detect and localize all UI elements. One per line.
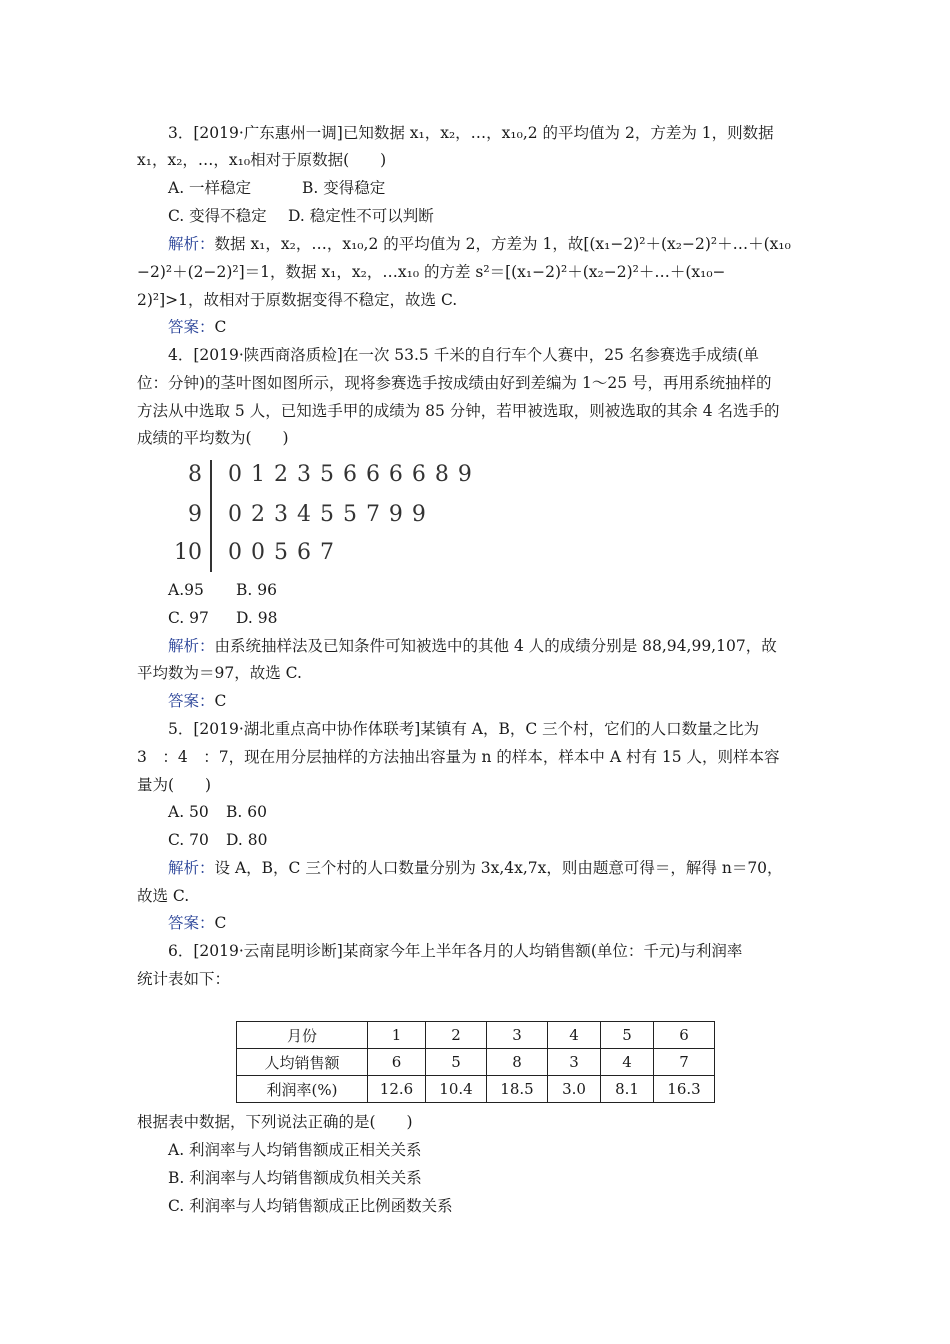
q4-stem-line4: 成绩的平均数为( ) <box>137 429 289 447</box>
table-row <box>237 1022 715 1049</box>
q3-answer-value: C <box>214 318 227 336</box>
q4-options-cd <box>168 607 813 629</box>
q3-options-ab <box>168 177 813 199</box>
q3-options-cd <box>168 205 813 227</box>
table-cell: 18.5 <box>487 1076 548 1103</box>
table-cell: 月份 <box>237 1022 368 1049</box>
q3-option-c: C. 变得不稳定 <box>168 207 267 225</box>
stem-8: 8 <box>188 462 202 487</box>
q3-option-b: B. 变得稳定 <box>302 179 386 197</box>
table-cell: 5 <box>426 1049 487 1076</box>
q3-solution-line2: −2)²＋(2−2)²]＝1，数据 x₁，x₂，…x₁₀ 的方差 s²＝[(x₁−2)²＋(x₂−2)²＋…＋(x₁₀− <box>137 263 726 281</box>
q3-option-d: D. 稳定性不可以判断 <box>288 207 434 225</box>
q3-option-a: A. 一样稳定 <box>168 179 252 197</box>
q5-solution-line1 <box>168 857 813 879</box>
q3-solution-text1: 数据 x₁，x₂，…，x₁₀,2 的平均值为 2，方差为 1，故[(x₁−2)²＋(x₂−2)²＋…＋(x₁₀ <box>214 235 791 253</box>
table-cell: 16.3 <box>654 1076 715 1103</box>
q5-answer-value: C <box>214 914 227 932</box>
sales-profit-table <box>236 1021 715 1103</box>
q3-stem-line1: 3．[2019·广东惠州一调]已知数据 x₁，x₂，…，x₁₀,2 的平均值为 2，方差为 1，则数据 <box>168 124 774 142</box>
leaves-8: 0 1 2 3 5 6 6 6 6 8 9 <box>228 462 473 487</box>
q4-option-b: B. 96 <box>236 581 277 599</box>
q6-stem-line2: 统计表如下： <box>137 970 231 988</box>
q4-option-a: A.95 <box>168 581 204 599</box>
q4-stem-line3: 方法从中选取 5 人，已知选手甲的成绩为 85 分钟，若甲被选取，则被选取的其余 4 名选手的 <box>137 402 780 420</box>
q5-options-cd <box>168 829 813 851</box>
leaves-9: 0 2 3 4 5 5 7 9 9 <box>228 502 427 527</box>
table-cell: 1 <box>368 1022 426 1049</box>
solution-label: 解析： <box>168 859 215 877</box>
q4-answer-value: C <box>214 692 227 710</box>
table-row <box>237 1076 715 1103</box>
q6-option-b: B. 利润率与人均销售额成负相关关系 <box>168 1169 422 1187</box>
q5-stem-line3: 量为( ) <box>137 776 212 794</box>
q4-solution-line2: 平均数为＝97，故选 C. <box>137 664 302 682</box>
q3-answer <box>168 316 813 338</box>
answer-label: 答案： <box>168 914 215 932</box>
leaves-10: 0 0 5 6 7 <box>228 540 335 565</box>
table-cell: 7 <box>654 1049 715 1076</box>
solution-label: 解析： <box>168 235 215 253</box>
q5-option-d: D. 80 <box>226 831 268 849</box>
table-cell: 3 <box>487 1022 548 1049</box>
q5-answer <box>168 912 813 934</box>
table-cell: 5 <box>601 1022 654 1049</box>
table-cell: 12.6 <box>368 1076 426 1103</box>
q5-option-c: C. 70 <box>168 831 209 849</box>
answer-label: 答案： <box>168 692 215 710</box>
q5-options-ab <box>168 801 813 823</box>
q3-stem-line2: x₁，x₂，…，x₁₀相对于原数据( ) <box>137 151 387 169</box>
q5-option-a: A. 50 <box>168 803 209 821</box>
q4-option-c: C. 97 <box>168 609 209 627</box>
stem-9: 9 <box>188 502 202 527</box>
table-cell: 利润率(%) <box>237 1076 368 1103</box>
q5-solution-text1: 设 A，B，C 三个村的人口数量分别为 3x,4x,7x，则由题意可得＝，解得 n＝70， <box>214 859 783 877</box>
q4-solution-text1: 由系统抽样法及已知条件可知被选中的其他 4 人的成绩分别是 88,94,99,107，故 <box>214 637 777 655</box>
q4-stem-line2: 位：分钟)的茎叶图如图所示，现将参赛选手按成绩由好到差编为 1～25 号，再用系统抽样的 <box>137 374 772 392</box>
q5-solution-line2: 故选 C. <box>137 887 190 905</box>
q3-solution-line1 <box>168 233 813 255</box>
table-cell: 2 <box>426 1022 487 1049</box>
q4-options-ab <box>168 579 813 601</box>
q5-option-b: B. 60 <box>226 803 267 821</box>
solution-label: 解析： <box>168 637 215 655</box>
q6-stem-line3: 根据表中数据，下列说法正确的是( ) <box>137 1113 413 1131</box>
table-cell: 6 <box>368 1049 426 1076</box>
answer-label: 答案： <box>168 318 215 336</box>
stem-10: 10 <box>174 540 202 565</box>
q4-answer <box>168 690 813 712</box>
stem-leaf-divider <box>210 460 212 572</box>
q3-solution-line3: 2)²]>1，故相对于原数据变得不稳定，故选 C. <box>137 291 458 309</box>
q4-solution-line1 <box>168 635 813 657</box>
q4-stem-line1: 4．[2019·陕西商洛质检]在一次 53.5 千米的自行车个人赛中，25 名参赛选手成绩(单 <box>168 346 759 364</box>
table-cell: 3.0 <box>548 1076 601 1103</box>
table-cell: 3 <box>548 1049 601 1076</box>
q5-stem-line1: 5．[2019·湖北重点高中协作体联考]某镇有 A，B，C 三个村，它们的人口数量之比为 <box>168 720 760 738</box>
q5-stem-line2: 3 ：4 ：7，现在用分层抽样的方法抽出容量为 n 的样本，样本中 A 村有 15 人，则样本容 <box>137 748 780 766</box>
table-cell: 6 <box>654 1022 715 1049</box>
table-cell: 4 <box>548 1022 601 1049</box>
table-cell: 人均销售额 <box>237 1049 368 1076</box>
table-cell: 8 <box>487 1049 548 1076</box>
q6-stem-line1: 6．[2019·云南昆明诊断]某商家今年上半年各月的人均销售额(单位：千元)与利润率 <box>168 942 743 960</box>
table-cell: 10.4 <box>426 1076 487 1103</box>
q6-option-a: A. 利润率与人均销售额成正相关关系 <box>168 1141 422 1159</box>
table-cell: 8.1 <box>601 1076 654 1103</box>
q4-option-d: D. 98 <box>236 609 278 627</box>
table-row <box>237 1049 715 1076</box>
q6-option-c: C. 利润率与人均销售额成正比例函数关系 <box>168 1197 453 1215</box>
table-cell: 4 <box>601 1049 654 1076</box>
